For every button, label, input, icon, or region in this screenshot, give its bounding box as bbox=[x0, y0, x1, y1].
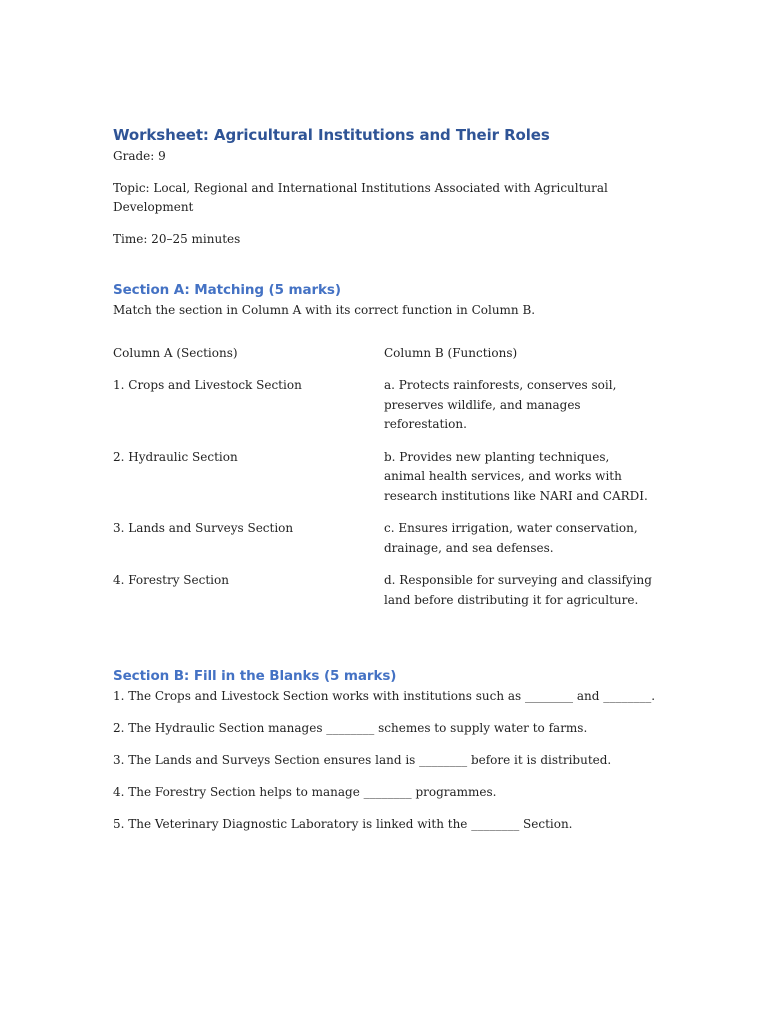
column-a-item: 4. Forestry Section bbox=[113, 573, 229, 587]
section-a-instruction: Match the section in Column A with its correct function in Column B. bbox=[113, 303, 536, 317]
fill-blank-item: 5. The Veterinary Diagnostic Laboratory is linked with the ________ Section. bbox=[113, 817, 573, 831]
column-b-header: Column B (Functions) bbox=[384, 345, 518, 360]
fill-blank-item: 3. The Lands and Surveys Section ensures land is ________ before it is distributed. bbox=[113, 753, 612, 767]
column-b-item: b. Provides new planting techniques, animal health services, and works with research institutions like NARI and CARDI. bbox=[384, 449, 648, 503]
fill-blank-item: 1. The Crops and Livestock Section works with institutions such as ________ and ________. bbox=[113, 689, 656, 703]
matching-row bbox=[113, 376, 658, 435]
matching-table bbox=[113, 344, 658, 611]
worksheet-title: Worksheet: Agricultural Institutions and Their Roles bbox=[113, 126, 550, 144]
time-line: Time: 20–25 minutes bbox=[113, 231, 241, 246]
matching-row bbox=[113, 448, 658, 507]
fill-blank-item: 4. The Forestry Section helps to manage ________ programmes. bbox=[113, 785, 497, 799]
grade-line: Grade: 9 bbox=[113, 149, 166, 163]
fill-blank-item: 2. The Hydraulic Section manages ________ schemes to supply water to farms. bbox=[113, 721, 588, 735]
matching-row bbox=[113, 519, 658, 558]
topic-line: Topic: Local, Regional and International Institutions Associated with Agricultural Development bbox=[113, 180, 608, 214]
column-b-item: c. Ensures irrigation, water conservation, drainage, and sea defenses. bbox=[384, 521, 638, 555]
matching-row bbox=[113, 571, 658, 610]
column-a-item: 2. Hydraulic Section bbox=[113, 449, 238, 464]
column-a-header: Column A (Sections) bbox=[113, 345, 238, 360]
section-b-heading: Section B: Fill in the Blanks (5 marks) bbox=[113, 668, 397, 684]
column-a-item: 3. Lands and Surveys Section bbox=[113, 521, 294, 535]
worksheet-page bbox=[113, 124, 658, 835]
matching-header-row bbox=[113, 344, 658, 364]
column-a-item: 1. Crops and Livestock Section bbox=[113, 378, 302, 392]
column-b-item: a. Protects rainforests, conserves soil, preserves wildlife, and manages reforestation. bbox=[384, 378, 617, 431]
column-b-item: d. Responsible for surveying and classifying land before distributing it for agriculture. bbox=[384, 573, 652, 607]
section-a-heading: Section A: Matching (5 marks) bbox=[113, 282, 341, 298]
